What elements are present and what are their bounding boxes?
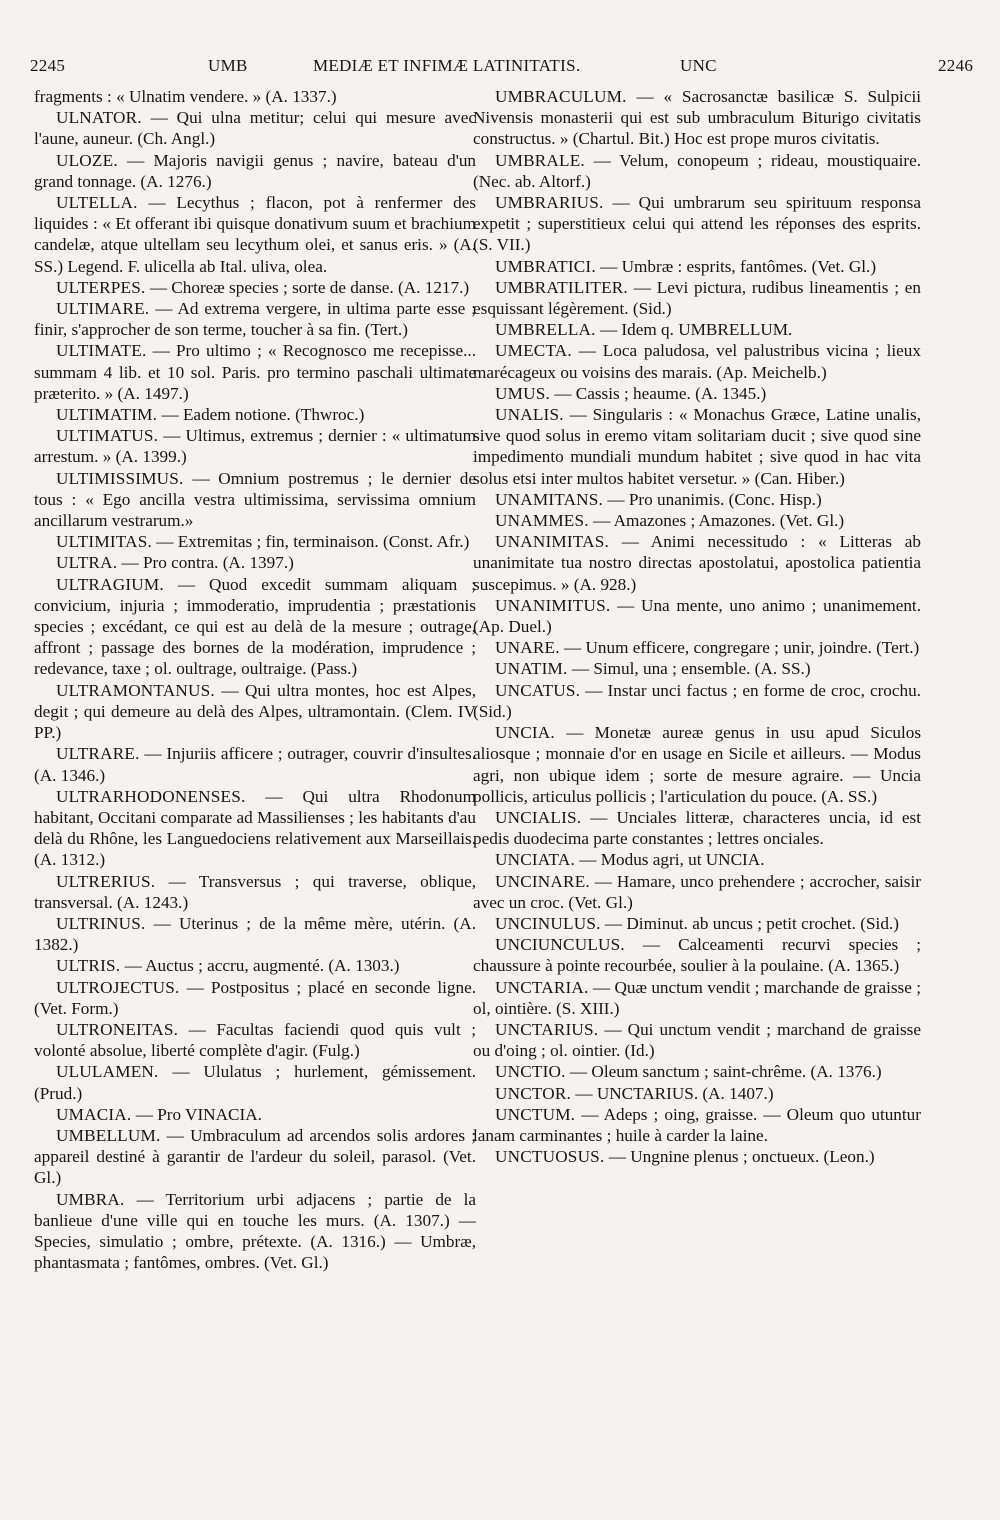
dictionary-entry bbox=[473, 807, 921, 849]
dictionary-entry bbox=[473, 595, 921, 637]
dictionary-entry bbox=[473, 1104, 921, 1146]
page-header bbox=[30, 56, 978, 82]
entry-headword: ULTERPES. bbox=[56, 277, 146, 297]
dictionary-entry bbox=[34, 786, 476, 871]
entry-definition: — Quæ unctum vendit ; marchande de graisse ; ol, ointière. (S. XIII.) bbox=[473, 977, 922, 1018]
dictionary-entry bbox=[473, 977, 921, 1019]
entry-headword: ULTRONEITAS. bbox=[56, 1019, 179, 1039]
dictionary-entry bbox=[473, 86, 921, 150]
entry-headword: ULTROJECTUS. bbox=[56, 977, 180, 997]
entry-definition: — Extremitas ; fin, terminaison. (Const. Afr.) bbox=[156, 532, 470, 552]
entry-headword: ULTIMATE. bbox=[56, 341, 147, 361]
entry-definition: — Cassis ; heaume. (A. 1345.) bbox=[554, 383, 767, 403]
entry-definition: — Unciales litteræ, characteres uncia, id est pedis duodecima parte constantes ; lettres onciales. bbox=[473, 807, 921, 849]
entry-headword: UMBRALE. bbox=[495, 150, 585, 170]
entry-headword: UNANIMITAS. bbox=[495, 532, 609, 552]
dictionary-entry bbox=[34, 425, 476, 467]
entry-definition: — Levi pictura, rudibus lineamentis ; en esquissant légèrement. (Sid.) bbox=[473, 277, 921, 319]
entry-headword: UNCTUOSUS. bbox=[495, 1147, 605, 1167]
entry-headword: ULTRAGIUM. bbox=[56, 574, 164, 594]
entry-definition: — Omnium postremus ; le dernier de tous : « Ego ancilla vestra ultimissima, servissima omnium ancillarum vestrarum.» bbox=[34, 468, 477, 531]
entry-headword: ULULAMEN. bbox=[56, 1062, 159, 1082]
entry-definition: — Ungnine plenus ; onctueux. (Leon.) bbox=[608, 1147, 875, 1167]
entry-headword: UNCTARIA. bbox=[495, 977, 589, 997]
entry-headword: UMBELLUM. bbox=[56, 1125, 161, 1145]
dictionary-entry bbox=[473, 913, 921, 934]
dictionary-entry bbox=[34, 1189, 476, 1274]
entry-definition: — Lecythus ; flacon, pot à renfermer des liquides : « Et offerant ibi quisque donativum suum et brachium candelæ, atque ultellam seu lecythum olei, et sanus eris. » (A. SS.) Legend. F. ulicella ab Ital. uliva, olea. bbox=[34, 193, 477, 276]
dictionary-entry bbox=[34, 340, 476, 404]
dictionary-entry bbox=[34, 574, 476, 680]
entry-definition: — Qui umbrarum seu spirituum responsa expetit ; superstitieux celui qui attend les réponses des esprits. (S. VII.) bbox=[473, 193, 921, 255]
entry-definition: — Qui ulna metitur; celui qui mesure avec l'aune, auneur. (Ch. Angl.) bbox=[34, 108, 476, 149]
dictionary-entry bbox=[473, 637, 921, 658]
entry-definition: — Animi necessitudo : « Litteras ab unanimitate tua nostro directas apostolatui, apostolica patientia suscepimus. » (A. 928.) bbox=[473, 532, 921, 594]
entry-headword: UNCINARE. bbox=[495, 871, 590, 891]
entry-headword: UNALIS. bbox=[495, 405, 564, 425]
dictionary-entry bbox=[34, 468, 476, 532]
entry-definition: — Velum, conopeum ; rideau, moustiquaire. (Nec. ab. Altorf.) bbox=[473, 150, 921, 191]
entry-definition: fragments : « Ulnatim vendere. » (A. 1337.) bbox=[34, 87, 337, 106]
entry-definition: — Umbraculum ad arcendos solis ardores ; appareil destiné à garantir de l'ardeur du soleil, parasol. (Vet. Gl.) bbox=[34, 1125, 476, 1188]
entry-definition: — « Sacrosanctæ basilicæ S. Sulpicii Nivensis monasterii qui est sub umbraculum Biturigo civitatis constructus. » (Chartul. Bit.) Hoc est prope muros civitatis. bbox=[473, 87, 922, 149]
dictionary-entry bbox=[473, 404, 921, 489]
dictionary-entry bbox=[473, 489, 921, 510]
entry-headword: UNCINULUS. bbox=[495, 913, 601, 933]
entry-definition: — Loca paludosa, vel palustribus vicina ; lieux marécageux ou voisins des marais. (Ap. Meichelb.) bbox=[473, 341, 921, 382]
entry-definition: — Postpositus ; placé en seconde ligne. (Vet. Form.) bbox=[34, 977, 477, 1018]
running-title: MEDIÆ ET INFIMÆ LATINITATIS. bbox=[313, 56, 581, 75]
entry-definition: — Ad extrema vergere, in ultima parte esse ; finir, s'approcher de son terme, toucher à sa fin. (Tert.) bbox=[34, 299, 476, 340]
dictionary-entry bbox=[473, 722, 921, 807]
dictionary-entry bbox=[473, 383, 921, 404]
entry-headword: ULTRERIUS. bbox=[56, 871, 156, 891]
entry-definition: — Qui unctum vendit ; marchand de graisse ou d'oing ; ol. ointier. (Id.) bbox=[473, 1019, 921, 1061]
dictionary-entry bbox=[473, 680, 921, 722]
dictionary-entry bbox=[473, 256, 921, 277]
dictionary-entry bbox=[473, 340, 921, 382]
entry-definition: — Modus agri, ut UNCIA. bbox=[579, 850, 765, 870]
entry-headword: UNCTARIUS. bbox=[495, 1019, 599, 1039]
entry-headword: UNANIMITUS. bbox=[495, 595, 611, 615]
entry-definition: — Choreæ species ; sorte de danse. (A. 1217.) bbox=[149, 277, 470, 297]
entry-headword: UNCTIO. bbox=[495, 1062, 566, 1082]
dictionary-entry bbox=[34, 404, 476, 425]
dictionary-entry bbox=[34, 86, 476, 107]
dictionary-entry bbox=[473, 658, 921, 679]
left-column bbox=[34, 86, 476, 1273]
entry-headword: ULTIMATUS. bbox=[56, 426, 159, 446]
entry-definition: — Qui ultra Rhodonum habitant, Occitani comparate ad Massilienses ; les habitants d'au delà du Rhône, les Languedociens relativement aux Marseillais. (A. 1312.) bbox=[34, 786, 476, 870]
entry-definition: — Calceamenti recurvi species ; chaussure à pointe recourbée, soulier à la poulaine. (A. 1365.) bbox=[473, 935, 921, 976]
dictionary-entry bbox=[473, 1019, 921, 1061]
entry-headword: UMBRATILITER. bbox=[495, 277, 628, 297]
entry-headword: UNCIATA. bbox=[495, 850, 575, 870]
entry-headword: UNCIALIS. bbox=[495, 807, 582, 827]
entry-headword: ULTIMITAS. bbox=[56, 532, 152, 552]
entry-definition: — Instar unci factus ; en forme de croc, crochu. (Sid.) bbox=[473, 680, 922, 721]
entry-headword: UNAMMES. bbox=[495, 511, 589, 531]
entry-headword: ULNATOR. bbox=[56, 108, 142, 128]
entry-headword: ULTRARE. bbox=[56, 744, 140, 764]
dictionary-entry bbox=[473, 1083, 921, 1104]
entry-definition: — Pro contra. (A. 1397.) bbox=[121, 553, 294, 573]
entry-definition: — Idem q. UMBRELLUM. bbox=[599, 320, 793, 340]
entry-definition: — Qui ultra montes, hoc est Alpes, degit ; qui demeure au delà des Alpes, ultramontain. (Clem. IV PP.) bbox=[34, 680, 476, 743]
entry-headword: UMUS. bbox=[495, 383, 550, 403]
dictionary-entry bbox=[473, 871, 921, 913]
entry-definition: — Una mente, uno animo ; unanimement. (Ap. Duel.) bbox=[473, 595, 922, 637]
dictionary-entry bbox=[34, 552, 476, 573]
entry-headword: ULTIMATIM. bbox=[56, 405, 158, 425]
entry-headword: UMBRELLA. bbox=[495, 320, 596, 340]
dictionary-entry bbox=[473, 934, 921, 976]
entry-definition: — UNCTARIUS. (A. 1407.) bbox=[575, 1083, 774, 1103]
entry-headword: UMBRA. bbox=[56, 1189, 125, 1209]
entry-definition: — Majoris navigii genus ; navire, bateau d'un grand tonnage. (A. 1276.) bbox=[34, 150, 477, 191]
entry-definition: — Diminut. ab uncus ; petit crochet. (Sid.) bbox=[604, 913, 899, 933]
entry-definition: — Hamare, unco prehendere ; accrocher, saisir avec un croc. (Vet. Gl.) bbox=[473, 871, 921, 912]
entry-definition: — Umbræ : esprits, fantômes. (Vet. Gl.) bbox=[600, 256, 877, 276]
right-column bbox=[473, 86, 921, 1167]
entry-definition: — Pro VINACIA. bbox=[135, 1104, 262, 1124]
dictionary-entry bbox=[473, 1061, 921, 1082]
entry-definition: — Amazones ; Amazones. (Vet. Gl.) bbox=[593, 511, 845, 531]
entry-definition: — Adeps ; oing, graisse. — Oleum quo utuntur lanam carminantes ; huile à carder la laine. bbox=[473, 1104, 921, 1145]
entry-headword: UNCIUNCULUS. bbox=[495, 935, 625, 955]
entry-definition: — Singularis : « Monachus Græce, Latine unalis, sive quod solus in eremo vitam solitariam ducit ; sive quod sine impedimento mundiali mundum habitet ; sive quod in hac vita solus etsi inter multos habitet versetur. » (Can. Hiber.) bbox=[473, 405, 921, 488]
entry-definition: — Eadem notione. (Thwroc.) bbox=[161, 405, 365, 425]
dictionary-entry bbox=[473, 849, 921, 870]
dictionary-entry bbox=[34, 913, 476, 955]
page-number-left: 2245 bbox=[30, 56, 66, 75]
dictionary-entry bbox=[34, 531, 476, 552]
entry-headword: UMACIA. bbox=[56, 1104, 132, 1124]
entry-definition: — Oleum sanctum ; saint-chrême. (A. 1376.) bbox=[569, 1062, 882, 1082]
entry-definition: — Ultimus, extremus ; dernier : « ultimatum arrestum. » (A. 1399.) bbox=[34, 426, 477, 467]
entry-headword: UNARE. bbox=[495, 638, 560, 658]
entry-headword: UNCTUM. bbox=[495, 1104, 576, 1124]
entry-definition: — Monetæ aureæ genus in usu apud Siculos aliosque ; monnaie d'or en usage en Sicile et ailleurs. — Modus agri, non ubique idem ; sorte de mesure agraire. — Uncia pollicis, articulus pollicis ; l'articulation du pouce. (A. SS.) bbox=[473, 723, 922, 806]
entry-definition: — Injuriis afficere ; outrager, couvrir d'insultes. (A. 1346.) bbox=[34, 744, 476, 785]
entry-definition: — Facultas faciendi quod quis vult ; volonté absolue, liberté complète d'agir. (Fulg.) bbox=[34, 1019, 476, 1061]
dictionary-entry bbox=[34, 680, 476, 744]
entry-headword: ULOZE. bbox=[56, 150, 118, 170]
dictionary-entry bbox=[34, 1104, 476, 1125]
dictionary-entry bbox=[473, 510, 921, 531]
entry-headword: UMBRACULUM. bbox=[495, 87, 627, 106]
dictionary-entry bbox=[473, 1146, 921, 1167]
dictionary-entry bbox=[473, 277, 921, 319]
entry-headword: UMBRATICI. bbox=[495, 256, 596, 276]
entry-headword: ULTRINUS. bbox=[56, 913, 146, 933]
entry-definition: — Quod excedit summam aliquam ; convicium, injuria ; immoderatio, imprudentia ; præstationis species ; excédant, ce qui est au delà de la mesure ; outrage, affront ; passage des bornes de la modération, imprudence ; redevance, taxe ; ol. oultrage, oultraige. (Pass.) bbox=[34, 574, 476, 679]
dictionary-entry bbox=[34, 1061, 476, 1103]
entry-definition: — Auctus ; accru, augmenté. (A. 1303.) bbox=[124, 956, 400, 976]
dictionary-entry bbox=[34, 150, 476, 192]
entry-headword: UNCATUS. bbox=[495, 680, 581, 700]
dictionary-entry bbox=[34, 955, 476, 976]
dictionary-entry bbox=[473, 150, 921, 192]
entry-definition: — Unum efficere, congregare ; unir, joindre. (Tert.) bbox=[564, 638, 920, 658]
entry-headword: UNATIM. bbox=[495, 659, 568, 679]
entry-headword: UNCIA. bbox=[495, 723, 555, 743]
entry-headword: ULTRIS. bbox=[56, 956, 121, 976]
entry-headword: UMBRARIUS. bbox=[495, 193, 604, 213]
entry-definition: — Transversus ; qui traverse, oblique, transversal. (A. 1243.) bbox=[34, 871, 476, 912]
dictionary-entry bbox=[34, 277, 476, 298]
dictionary-entry bbox=[34, 743, 476, 785]
entry-headword: UMECTA. bbox=[495, 341, 572, 361]
entry-headword: ULTIMISSIMUS. bbox=[56, 468, 184, 488]
entry-definition: — Pro unanimis. (Conc. Hisp.) bbox=[607, 489, 822, 509]
entry-definition: — Simul, una ; ensemble. (A. SS.) bbox=[571, 659, 811, 679]
entry-definition: — Uterinus ; de la même mère, utérin. (A. 1382.) bbox=[34, 913, 476, 955]
entry-definition: — Territorium urbi adjacens ; partie de la banlieue d'une ville qui en touche les murs. (A. 1307.) — Species, simulatio ; ombre, prétexte. (A. 1316.) — Umbræ, phantasmata ; fantômes, ombres. (Vet. Gl.) bbox=[34, 1189, 476, 1273]
entry-headword: UNAMITANS. bbox=[495, 489, 604, 509]
dictionary-entry bbox=[473, 192, 921, 256]
dictionary-entry bbox=[34, 192, 476, 277]
dictionary-entry bbox=[34, 1125, 476, 1189]
dictionary-entry bbox=[34, 107, 476, 149]
dictionary-entry bbox=[34, 977, 476, 1019]
entry-definition: — Ululatus ; hurlement, gémissement. (Prud.) bbox=[34, 1062, 476, 1103]
dictionary-entry bbox=[473, 319, 921, 340]
entry-headword: ULTRA. bbox=[56, 553, 118, 573]
running-head-right: UNC bbox=[680, 56, 717, 75]
entry-headword: ULTRARHODONENSES. bbox=[56, 786, 246, 806]
entry-definition: — Pro ultimo ; « Recognosco me recepisse... summam 4 lib. et 10 sol. Paris. pro termino paschali ultimate præterito. » (A. 1497.) bbox=[34, 341, 476, 403]
entry-headword: ULTELLA. bbox=[56, 193, 138, 213]
entry-headword: ULTIMARE. bbox=[56, 299, 150, 319]
dictionary-entry bbox=[34, 298, 476, 340]
entry-headword: ULTRAMONTANUS. bbox=[56, 680, 215, 700]
entry-headword: UNCTOR. bbox=[495, 1083, 572, 1103]
page-number-right: 2246 bbox=[938, 56, 974, 75]
running-head-left: UMB bbox=[208, 56, 248, 75]
dictionary-entry bbox=[473, 531, 921, 595]
dictionary-entry bbox=[34, 1019, 476, 1061]
dictionary-entry bbox=[34, 871, 476, 913]
